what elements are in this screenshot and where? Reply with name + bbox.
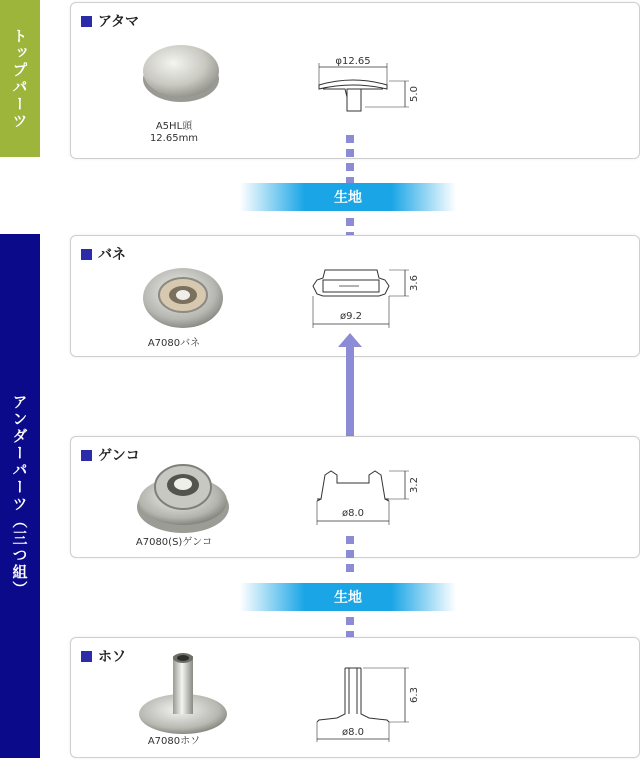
title-square-icon: [81, 16, 92, 27]
part-card-genko: [70, 436, 640, 558]
title-square-icon: [81, 450, 92, 461]
dim-width-label: ø8.0: [341, 508, 365, 519]
top-parts-label: トップパーツ: [10, 27, 29, 130]
dotted-connector: [346, 536, 354, 578]
part-caption: [111, 338, 237, 350]
part-card-hoso: [70, 637, 640, 758]
fabric-label: 生地: [334, 590, 362, 606]
under-parts-label: アンダーパーツ（三つ組）: [10, 394, 29, 598]
genko-dimension-drawing: [309, 461, 429, 551]
atama-dimension-drawing: [309, 51, 429, 121]
title-square-icon: [81, 651, 92, 662]
bane-dimension-drawing: [309, 256, 429, 356]
part-caption: [111, 121, 237, 145]
caption-line-1: A7080(S)ゲンコ: [135, 537, 213, 548]
atama-photo: [129, 25, 239, 125]
genko-photo: [129, 447, 239, 542]
dim-height-label: 6.3: [409, 687, 420, 703]
caption-line-1: A7080ホソ: [147, 736, 201, 747]
part-title: [81, 244, 126, 264]
part-title-text: ゲンコ: [98, 448, 140, 464]
fabric-band: [240, 583, 456, 611]
part-card-atama: [70, 2, 640, 159]
part-title: [81, 646, 126, 666]
part-title-text: ホソ: [98, 649, 126, 665]
dim-width-label: φ12.65: [335, 56, 371, 67]
hoso-photo: [129, 648, 239, 738]
fabric-label: 生地: [334, 190, 362, 206]
part-caption: [111, 736, 237, 748]
dim-width-label: ø9.2: [339, 311, 363, 322]
part-caption: [111, 537, 237, 549]
caption-line-1: A7080バネ: [147, 338, 201, 349]
hoso-dimension-drawing: [309, 662, 429, 772]
top-parts-sidebar: [0, 0, 40, 157]
caption-line-2: 12.65mm: [149, 133, 199, 144]
dim-height-label: 3.2: [409, 477, 420, 493]
under-parts-sidebar: [0, 234, 40, 758]
dim-height-label: 3.6: [409, 275, 420, 291]
dim-height-label: 5.0: [409, 86, 420, 102]
bane-photo: [129, 252, 239, 342]
dim-width-label: ø8.0: [341, 727, 365, 738]
fabric-band: [240, 183, 456, 211]
title-square-icon: [81, 249, 92, 260]
part-title-text: バネ: [98, 247, 126, 263]
part-title-text: アタマ: [98, 14, 140, 30]
caption-line-1: A5HL頭: [155, 121, 193, 132]
